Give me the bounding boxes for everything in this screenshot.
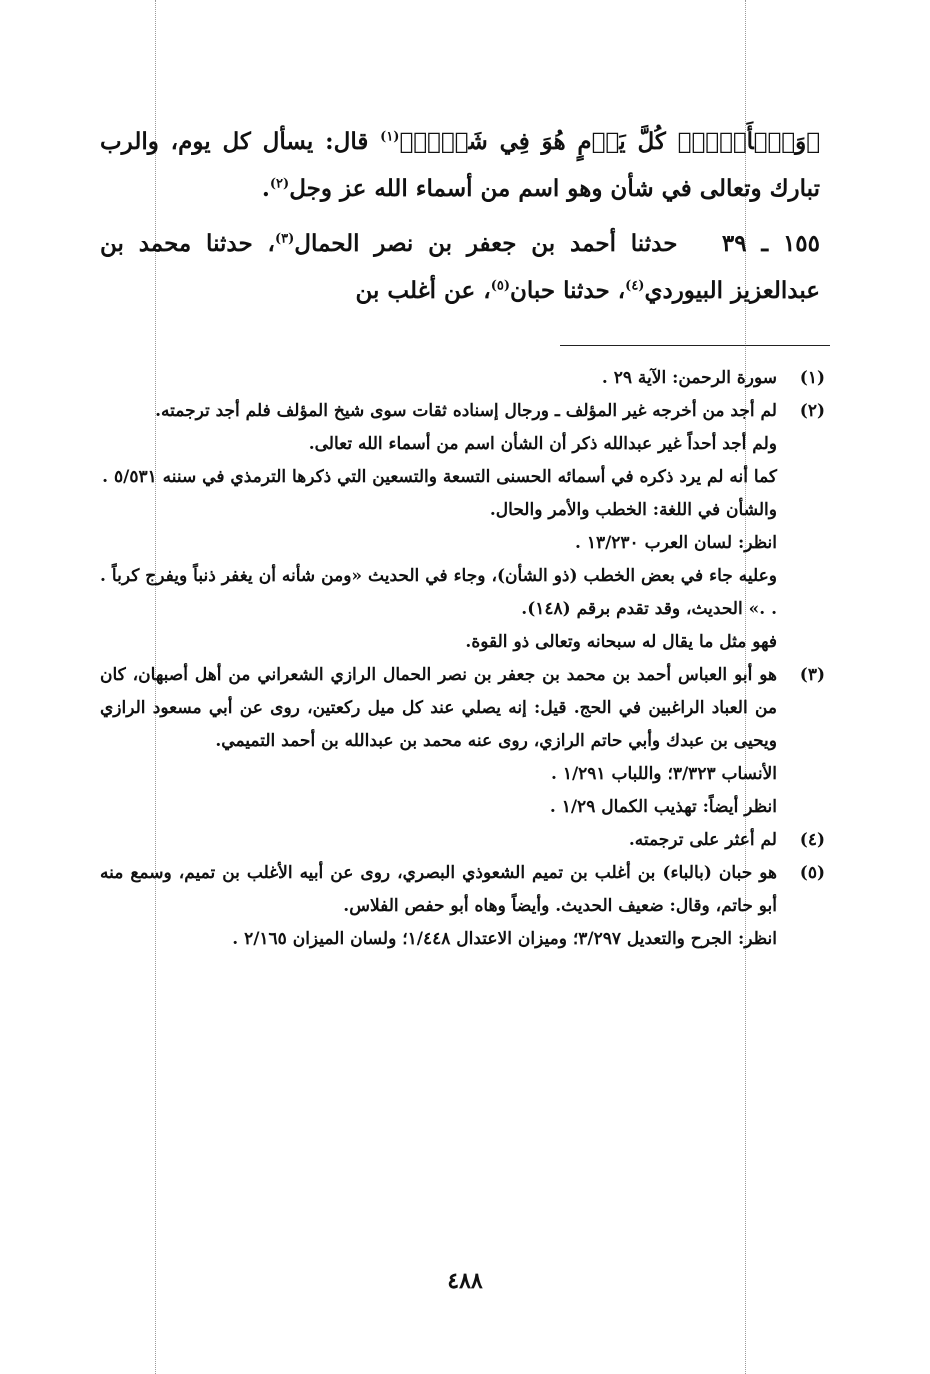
footnote-line: لم أجد من أخرجه غير المؤلف ـ ورجال إسناده ثقات سوى شيخ المؤلف فلم أجد ترجمته. [155, 401, 777, 421]
footnote-body [100, 362, 777, 395]
footnote-body [100, 824, 777, 857]
footnote-line: انظر: لسان العرب ١٣/٢٣٠ . [574, 533, 777, 553]
paragraph-1: ﴿وَٱلۡأَرۡضِۚ كُلَّ يَوۡمٍ هُوَ فِي شَأۡنٖ﴾$^{(١)}$ قال: يسأل كل يوم، والرب تبارك وتعالى في شأن وهو اسم من أسماء الله عز وجل$^{(٢)}$. [100, 128, 820, 202]
footnote-line: وعليه جاء في بعض الخطب (ذو الشأن)، وجاء في الحديث «ومن شأنه أن يغفر ذنباً ويفرج كرباً . . .» الحديث، وقد تقدم برقم (١٤٨). [100, 566, 777, 619]
footnote-line: لم أعثر على ترجمته. [628, 830, 777, 850]
footnote-line: هو أبو العباس أحمد بن محمد بن جعفر بن نصر الحمال الرازي الشعراني من أهل أصبهان، كان من العباد الراغبين في الحج. قيل: إنه يصلي عند كل ميل ركعتين، روى عن أبي مسعود الرازي ويحيى بن عبدك وأبي حاتم الرازي، روى عنه محمد بن عبدالله بن أحمد التميمي. [100, 665, 777, 751]
footnote-ref: (٢) [269, 176, 290, 192]
footnote-ref: (٥) [490, 278, 511, 294]
paragraph-text: ، عن أغلب بن [355, 277, 491, 304]
main-text [100, 118, 820, 314]
footnote [100, 362, 825, 395]
footnote-ref: (١) [380, 129, 400, 145]
footnote-line: ولم أجد أحداً غير عبدالله ذكر أن الشأن اسم من أسماء الله تعالى. [308, 434, 777, 454]
footnote-ref: (٤) [625, 278, 645, 294]
footnote-separator [560, 345, 830, 346]
hadith-number: ١٥٥ ـ ٣٩ [721, 230, 821, 257]
footnote [100, 395, 825, 659]
footnote-line: والشأن في اللغة: الخطب والأمر والحال. [489, 500, 777, 520]
footnote [100, 824, 825, 857]
footnotes [100, 362, 825, 956]
footnote-number: (٤) [799, 830, 825, 850]
paragraph-text: قال: يسأل كل يوم، والرب تبارك وتعالى في شأن وهو اسم من أسماء الله عز وجل [100, 128, 820, 202]
page-number: ٤٨٨ [447, 1268, 483, 1294]
footnote-line: انظر أيضاً: تهذيب الكمال ١/٢٩ . [549, 797, 777, 817]
footnote-line: سورة الرحمن: الآية ٢٩ . [601, 368, 777, 388]
footnote-body [100, 395, 777, 659]
paragraph-text: ، حدثنا محمد بن عبدالعزيز البيوردي [100, 230, 820, 304]
footnote-line: انظر: الجرح والتعديل ٣/٢٩٧؛ وميزان الاعتدال ١/٤٤٨؛ ولسان الميزان ٢/١٦٥ . [232, 929, 777, 949]
footnote-body [100, 857, 777, 956]
footnote-line: الأنساب ٣/٣٢٣؛ واللباب ١/٢٩١ . [550, 764, 777, 784]
footnote-line: فهو مثل ما يقال له سبحانه وتعالى ذو القوة. [465, 632, 777, 652]
footnote-body [100, 659, 777, 824]
footnote-line: هو حبان (بالباء) بن أغلب بن تميم الشعوذي البصري، روى عن أبيه الأغلب بن تميم، وسمع منه أبو حاتم، وقال: ضعيف الحديث. وأيضاً وهاه أبو حفص الفلاس. [100, 863, 777, 916]
footnote-number: (٢) [799, 401, 825, 421]
paragraph-text: حدثنا أحمد بن جعفر بن نصر الحمال [294, 230, 678, 257]
footnote-number: (١) [799, 368, 825, 388]
footnote [100, 857, 825, 956]
footnote [100, 659, 825, 824]
footnote-line: كما أنه لم يرد ذكره في أسمائه الحسنى التسعة والتسعين التي ذكرها الترمذي في سننه ٥/٥٣١ . [102, 467, 777, 487]
paragraph-text: ، حدثنا حبان [510, 277, 626, 304]
footnote-number: (٥) [799, 863, 825, 883]
footnote-number: (٣) [799, 665, 825, 685]
paragraph-2 [100, 220, 820, 314]
quran-verse: ﴿وَٱلۡأَرۡضِۚ كُلَّ يَوۡمٍ هُوَ فِي شَأۡنٖ﴾ [399, 128, 820, 155]
footnote-ref: (٣) [274, 231, 295, 247]
